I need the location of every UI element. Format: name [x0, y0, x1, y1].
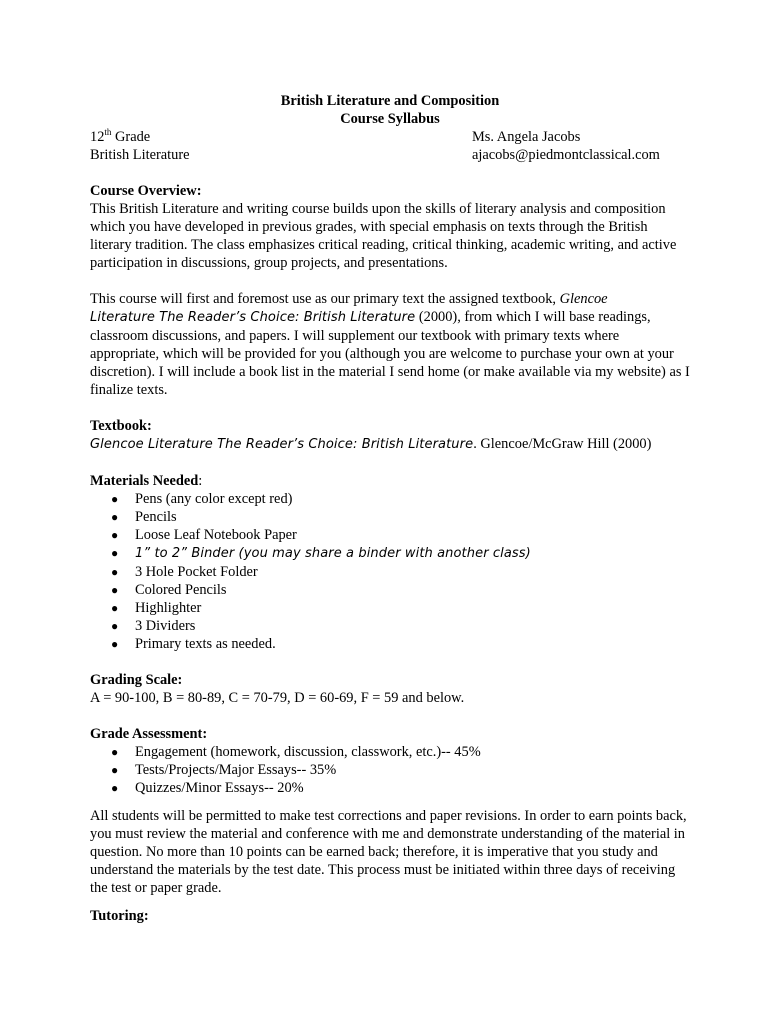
bullet-icon: ● [111, 781, 119, 795]
list-item [90, 508, 690, 526]
revisions-paragraph: All students will be permitted to make test corrections and paper revisions. In order to earn points back, you must review the material and conference with me and demonstrate understanding of the material in question. No more than 10 points can be earned back; therefore, it is imperative that you study and understand the materials by the test date. This process must be initiated within three days of receiving the test or paper grade. [90, 808, 687, 896]
list-item [90, 779, 690, 797]
list-item-text: Colored Pencils [135, 582, 227, 598]
bullet-icon: ● [111, 492, 119, 506]
header-row-1 [90, 128, 690, 146]
teacher-name: Ms. Angela Jacobs [472, 129, 581, 145]
list-item-text: Pens (any color except red) [135, 491, 293, 507]
textbook-heading: Textbook: [90, 418, 152, 434]
list-item [90, 581, 690, 599]
syllabus-page [90, 92, 690, 925]
document-subtitle: Course Syllabus [340, 111, 440, 127]
list-item-text: Pencils [135, 509, 177, 525]
list-item [90, 617, 690, 635]
list-item-text: 3 Dividers [135, 618, 196, 634]
overview-p2-text-b: (2000), from which I will base readings, classroom discussions, and papers. I will supplement our textbook with primary texts where appropriate, which will be provided for you (although you are welcome to purchase your own at your discretion). I will include a book list in the material I send home (or make available via my website) as I finalize texts. [90, 309, 690, 398]
list-item [90, 544, 690, 563]
bullet-icon: ● [111, 565, 119, 579]
list-item [90, 563, 690, 581]
bullet-icon: ● [111, 637, 119, 651]
list-item-text: Highlighter [135, 600, 202, 616]
list-item [90, 526, 690, 544]
grade-number: 12 [90, 129, 105, 145]
assessment-list [90, 743, 690, 797]
list-item-text: Engagement (homework, discussion, classwork, etc.)-- 45% [135, 744, 481, 760]
textbook-publisher: . Glencoe/McGraw Hill (2000) [473, 436, 652, 452]
list-item-text: 1” to 2” Binder (you may share a binder with another class) [135, 546, 531, 561]
list-item [90, 599, 690, 617]
materials-heading-colon: : [198, 473, 203, 489]
textbook-citation [90, 435, 690, 454]
bullet-icon: ● [111, 583, 119, 597]
overview-paragraph-1: This British Literature and writing course builds upon the skills of literary analysis and composition which you have developed in previous grades, with special emphasis on texts through the British literary tradition. The class emphasizes critical reading, critical thinking, academic writing, and active participation in discussions, group projects, and presentations. [90, 201, 677, 271]
document-title: British Literature and Composition [280, 93, 500, 109]
overview-p2-italic: Glencoe [559, 291, 608, 307]
bullet-icon: ● [111, 601, 119, 615]
overview-p2-text-a: This course will first and foremost use as our primary text the assigned textbook, [90, 291, 560, 307]
course-name: British Literature [90, 147, 190, 163]
list-item-text: 3 Hole Pocket Folder [135, 564, 258, 580]
header-row-2 [90, 146, 690, 164]
list-item [90, 743, 690, 761]
list-item [90, 490, 690, 508]
bullet-icon: ● [111, 510, 119, 524]
list-item [90, 761, 690, 779]
grading-scale-heading: Grading Scale: [90, 672, 183, 688]
grade-label [90, 128, 150, 146]
overview-heading: Course Overview: [90, 183, 202, 199]
assessment-heading: Grade Assessment: [90, 726, 208, 742]
list-item-text: Loose Leaf Notebook Paper [135, 527, 297, 543]
overview-paragraph-2 [90, 290, 690, 399]
list-item-text: Tests/Projects/Major Essays-- 35% [135, 762, 337, 778]
tutoring-heading: Tutoring: [90, 908, 149, 924]
bullet-icon: ● [111, 528, 119, 542]
teacher-email[interactable]: ajacobs@piedmontclassical.com [472, 147, 660, 163]
list-item-text: Quizzes/Minor Essays-- 20% [135, 780, 304, 796]
grading-scale-text: A = 90-100, B = 80-89, C = 70-79, D = 60-69, F = 59 and below. [90, 690, 465, 706]
list-item-text: Primary texts as needed. [135, 636, 276, 652]
grade-word: Grade [111, 129, 151, 145]
materials-heading [90, 472, 690, 490]
overview-p2-book-title: Literature The Reader’s Choice: British Literature [90, 310, 416, 325]
materials-heading-text: Materials Needed [90, 473, 199, 489]
bullet-icon: ● [111, 619, 119, 633]
materials-list [90, 490, 690, 653]
bullet-icon: ● [111, 745, 119, 759]
bullet-icon: ● [111, 546, 119, 560]
grade-suffix: th [104, 127, 112, 138]
textbook-title: Glencoe Literature The Reader’s Choice: British Literature [90, 437, 474, 452]
list-item [90, 635, 690, 653]
bullet-icon: ● [111, 763, 119, 777]
